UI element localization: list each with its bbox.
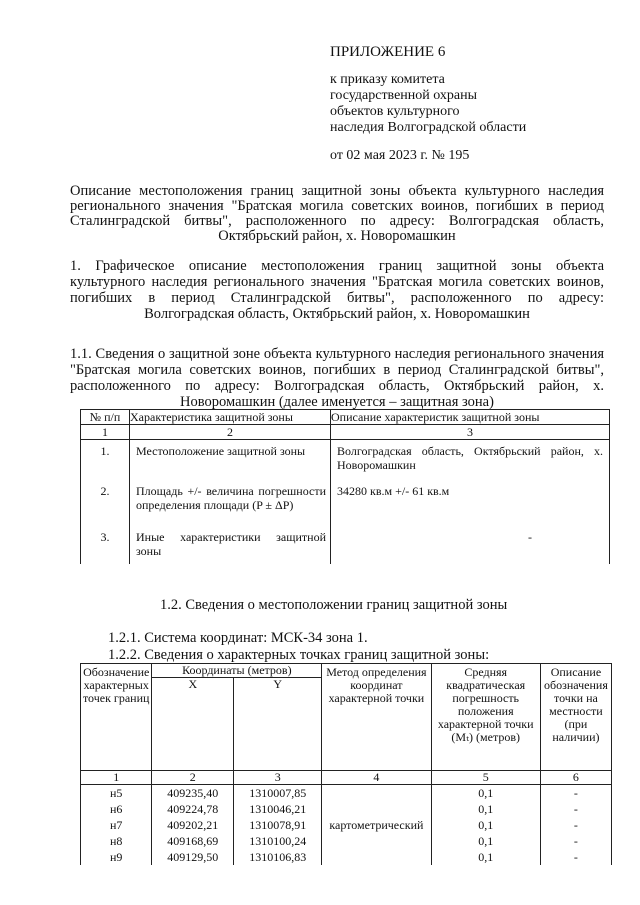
coord-x: 409202,21 [152,817,234,833]
document-title: Описание местоположения границ защитной зоны объекта культурного наследия регионального значения "Братская могила советских воинов, погибших в период Сталинградской битвы", расположенного по адресу: Волгоградская область, Октябрьский район, х. Новоромашкин [70,183,604,244]
zone-characteristic: Площадь +/- величина погрешности определения площади (P ± ΔP) [130,482,331,528]
header-description: Описание обозначения точки на местности (при наличии) [540,664,611,771]
zone-characteristic: Местоположение защитной зоны [130,440,331,482]
coord-y: 1310046,21 [234,801,322,817]
protection-zone-table [80,409,610,564]
header-coordinates: Координаты (метров) [152,664,322,678]
point-id: н9 [81,849,152,865]
accuracy: 0,1 [431,785,540,802]
accuracy: 0,1 [431,833,540,849]
characteristic-points-table [80,663,612,865]
header-accuracy: Средняя квадратическая погрешность положения характерной точки (Mₜ) (метров) [431,664,540,771]
column-number: 1 [81,425,130,440]
point-id: н7 [81,817,152,833]
accuracy: 0,1 [431,849,540,865]
row-number: 3. [81,528,130,564]
zone-description: - [331,528,610,564]
coord-y: 1310007,85 [234,785,322,802]
table-row [81,785,612,802]
appendix-heading: ПРИЛОЖЕНИЕ 6 [330,44,446,60]
coord-x: 409235,40 [152,785,234,802]
zone-description: 34280 кв.м +/- 61 кв.м [331,482,610,528]
coord-x: 409129,50 [152,849,234,865]
accuracy: 0,1 [431,801,540,817]
column-number: 2 [130,425,331,440]
appendix-block [330,44,526,164]
header-y: Y [234,678,322,771]
order-line: государственной охраны [330,88,478,103]
coord-y: 1310100,24 [234,833,322,849]
row-number: 1. [81,440,130,482]
point-description: - [540,785,611,802]
coord-y: 1310106,83 [234,849,322,865]
coord-x: 409224,78 [152,801,234,817]
row-number: 2. [81,482,130,528]
column-number: 5 [431,771,540,785]
point-description: - [540,849,611,865]
section-1-heading: 1. Графическое описание местоположения границ защитной зоны объекта культурного наследия регионального значения "Братская могила советских воинов, погибших в период Сталинградской битвы", расположенного по адресу: Волгоградская область, Октябрьский район, х. Новоромашкин [70,258,604,322]
column-number: 3 [234,771,322,785]
point-description: - [540,833,611,849]
column-number: 6 [540,771,611,785]
header-x: X [152,678,234,771]
coordinate-system: 1.2.1. Система координат: МСК-34 зона 1. [108,630,368,646]
accuracy: 0,1 [431,817,540,833]
coord-y: 1310078,91 [234,817,322,833]
column-number: 4 [322,771,431,785]
zone-description: Волгоградская область, Октябрьский район, х. Новоромашкин [331,440,610,482]
point-description: - [540,801,611,817]
column-number: 3 [331,425,610,440]
table-header: № п/п [81,410,130,425]
characteristic-points-heading: 1.2.2. Сведения о характерных точках границ защитной зоны: [108,647,490,663]
point-id: н6 [81,801,152,817]
point-description: - [540,817,611,833]
method-cell: картометрический [322,785,431,866]
section-1-2-heading: 1.2. Сведения о местоположении границ защитной зоны [160,597,508,613]
order-line: объектов культурного [330,104,460,119]
zone-characteristic: Иные характеристики защитной зоны [130,528,331,564]
point-id: н8 [81,833,152,849]
column-number: 1 [81,771,152,785]
point-id: н5 [81,785,152,802]
section-1-1-heading: 1.1. Сведения о защитной зоне объекта культурного наследия регионального значения "Братская могила советских воинов, погибших в период Сталинградской битвы", расположенного по адресу: Волгоградская область, Октябрьский район, х. Новоромашкин (далее именуется – защитная зона) [70,346,604,410]
column-number: 2 [152,771,234,785]
table-header: Описание характеристик защитной зоны [331,410,610,425]
order-line: наследия Волгоградской области [330,120,527,135]
header-method: Метод определения координат характерной точки [322,664,431,771]
coord-x: 409168,69 [152,833,234,849]
order-line: к приказу комитета [330,72,445,87]
header-point-designation: Обозначение характерных точек границ [81,664,152,771]
table-header: Характеристика защитной зоны [130,410,331,425]
order-date: от 02 мая 2023 г. № 195 [330,148,470,163]
